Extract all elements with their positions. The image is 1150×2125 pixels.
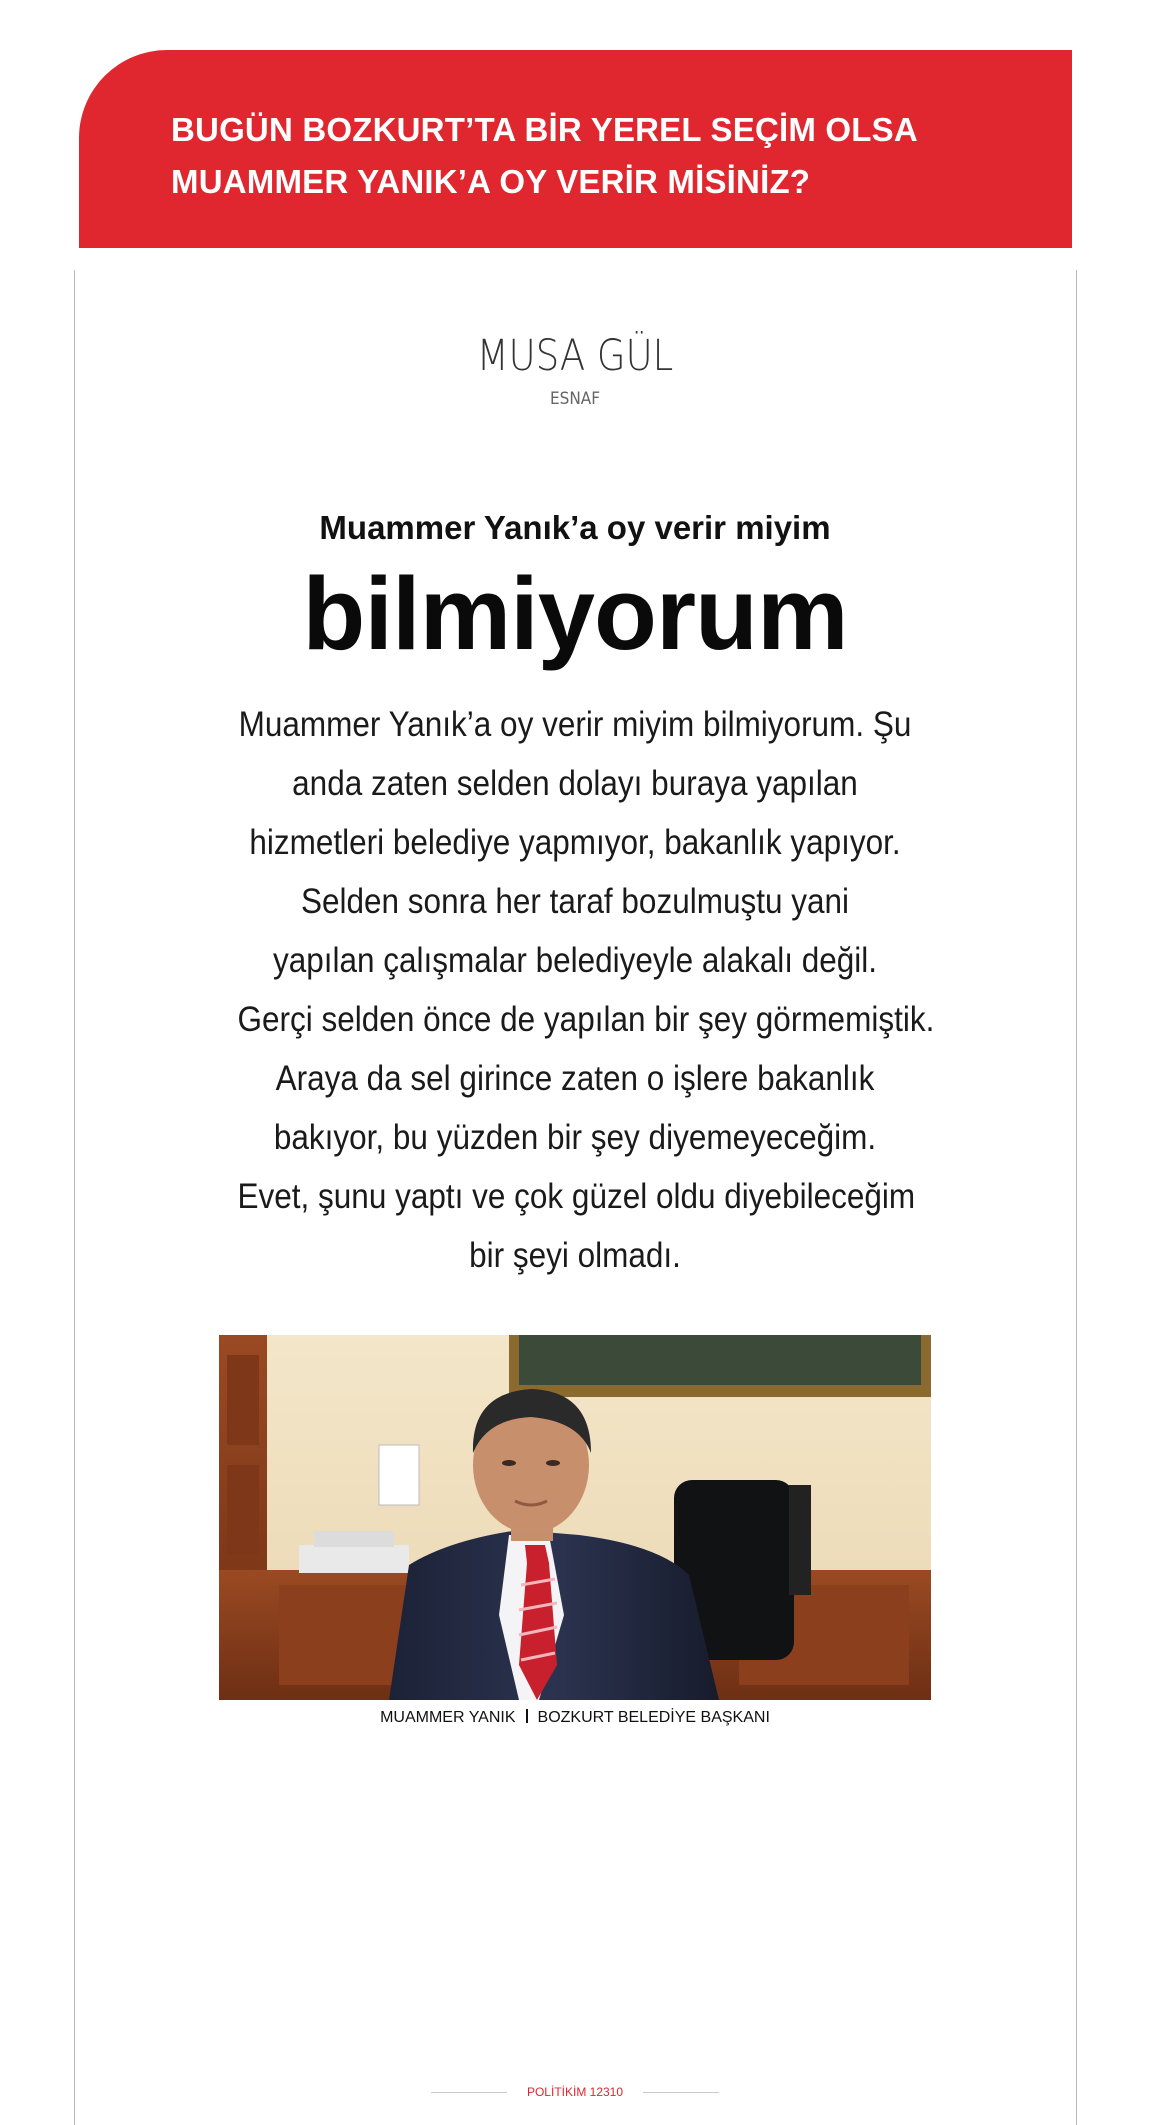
body-line: Araya da sel girince zaten o işlere bakanlık	[275, 1059, 875, 1098]
quote-headline: bilmiyorum	[302, 556, 848, 671]
body-line: bakıyor, bu yüzden bir şey diyemeyeceğim.	[273, 1118, 877, 1157]
quote-kicker: Muammer Yanık’a oy verir miyim	[319, 509, 831, 546]
banner-question-line-2: MUAMMER YANIK’A OY VERİR MİSİNİZ?	[171, 163, 811, 200]
body-line: yapılan çalışmalar belediyeyle alakalı değil.	[272, 941, 878, 980]
caption-name: MUAMMER YANIK	[380, 1709, 516, 1726]
body-line: Selden sonra her taraf bozulmuştu yani	[300, 882, 850, 921]
interview-body	[200, 695, 950, 1285]
mayor-portrait-photo	[219, 1335, 931, 1700]
caption-title: BOZKURT BELEDİYE BAŞKANI	[537, 1709, 770, 1726]
photo-caption	[0, 1706, 1150, 1730]
body-line: hizmetleri belediye yapmıyor, bakanlık yapıyor.	[249, 823, 901, 862]
body-line: anda zaten selden dolayı buraya yapılan	[292, 764, 858, 803]
footer-label: POLİTİKİM 12310	[526, 2085, 624, 2099]
caption-separator	[526, 1709, 528, 1723]
body-line: Muammer Yanık’a oy verir miyim bilmiyorum. Şu	[238, 705, 912, 744]
body-line: bir şeyi olmadı.	[469, 1236, 681, 1275]
page-footer	[0, 2082, 1150, 2102]
author-block	[0, 326, 1150, 412]
author-name: MUSA GÜL	[476, 331, 674, 381]
banner-question-line-1: BUGÜN BOZKURT’TA BİR YEREL SEÇİM OLSA	[171, 111, 918, 148]
footer-rule-left	[431, 2092, 507, 2093]
author-role: ESNAF	[549, 389, 601, 409]
body-line: Evet, şunu yaptı ve çok güzel oldu diyebileceğim	[237, 1177, 916, 1216]
body-line: Gerçi selden önce de yapılan bir şey görmemiştik.	[237, 1000, 935, 1039]
headline-banner	[79, 50, 1072, 248]
footer-rule-right	[643, 2092, 719, 2093]
